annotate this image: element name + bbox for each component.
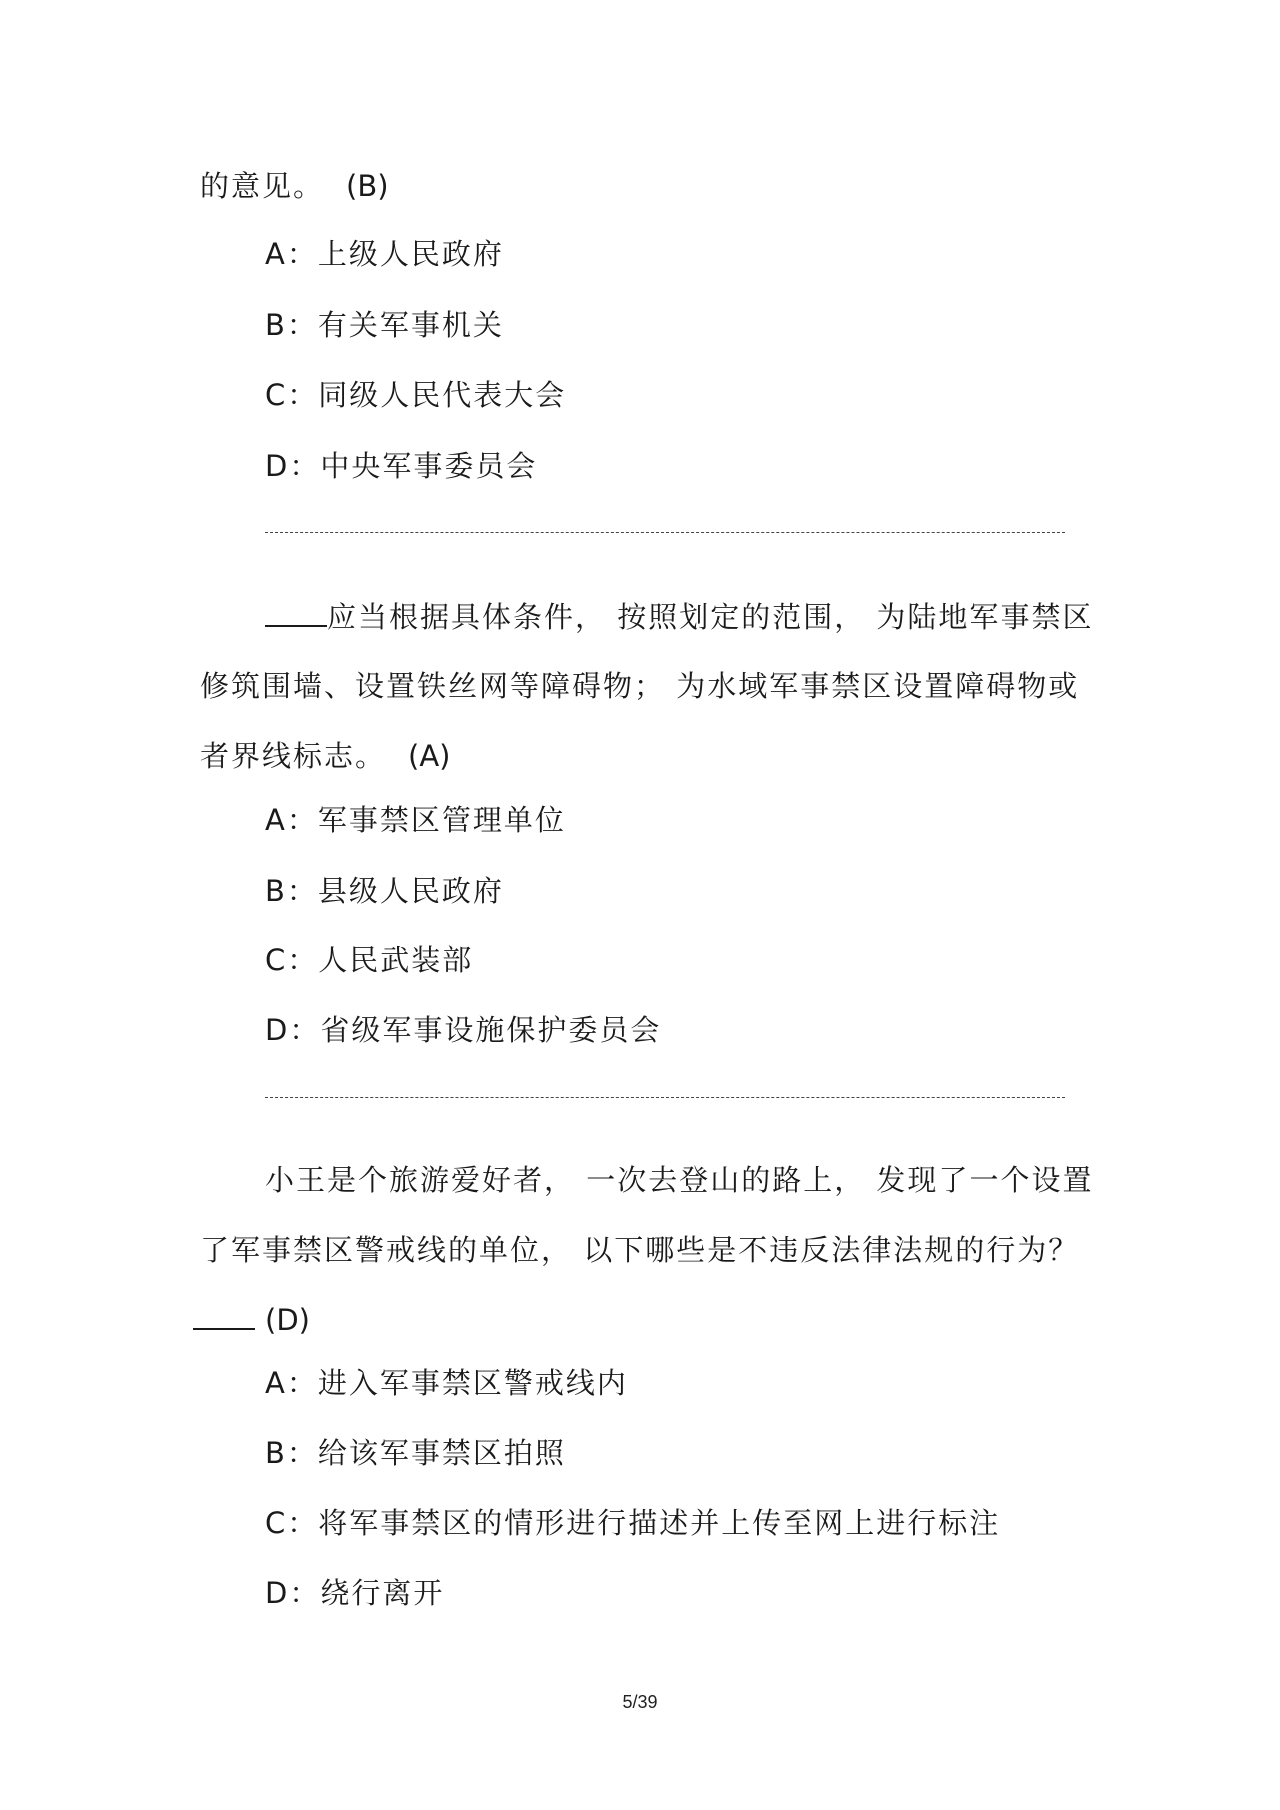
answer-blank <box>265 595 327 627</box>
question-text <box>200 166 389 206</box>
question-line: 修筑围墙、设置铁丝网等障碍物； 为水域军事禁区设置障碍物或 <box>200 669 1080 703</box>
option-a: A：进入军事禁区警戒线内 <box>265 1366 628 1400</box>
question-line: 应当根据具体条件， 按照划定的范围， 为陆地军事禁区 <box>327 600 1094 634</box>
option-b: B：县级人民政府 <box>265 874 504 908</box>
question-text <box>193 1298 310 1340</box>
question-text <box>265 595 1093 637</box>
option-a: A：上级人民政府 <box>265 237 504 271</box>
separator-line <box>265 532 1065 533</box>
question-text <box>200 736 450 776</box>
option-a: A：军事禁区管理单位 <box>265 803 566 837</box>
page-number: 5/39 <box>622 1692 658 1712</box>
option-d: D：绕行离开 <box>265 1576 445 1610</box>
option-c: C：同级人民代表大会 <box>265 378 567 412</box>
answer-label: (D) <box>265 1303 310 1337</box>
option-c: C：将军事禁区的情形进行描述并上传至网上进行标注 <box>265 1506 1001 1540</box>
answer-label: (B) <box>346 169 389 203</box>
option-b: B：给该军事禁区拍照 <box>265 1436 566 1470</box>
answer-label: (A) <box>408 739 451 773</box>
separator-line <box>265 1097 1065 1098</box>
option-d: D：省级军事设施保护委员会 <box>265 1013 662 1047</box>
question-line: 者界线标志。 <box>200 739 387 773</box>
option-d: D：中央军事委员会 <box>265 449 538 483</box>
answer-blank <box>193 1298 255 1330</box>
question-tail: 的意见。 <box>200 169 325 203</box>
question-line: 小王是个旅游爱好者， 一次去登山的路上， 发现了一个设置 <box>265 1163 1094 1197</box>
option-c: C：人民武装部 <box>265 943 474 977</box>
question-line: 了军事禁区警戒线的单位， 以下哪些是不违反法律法规的行为？ <box>200 1233 1080 1267</box>
option-b: B：有关军事机关 <box>265 308 504 342</box>
